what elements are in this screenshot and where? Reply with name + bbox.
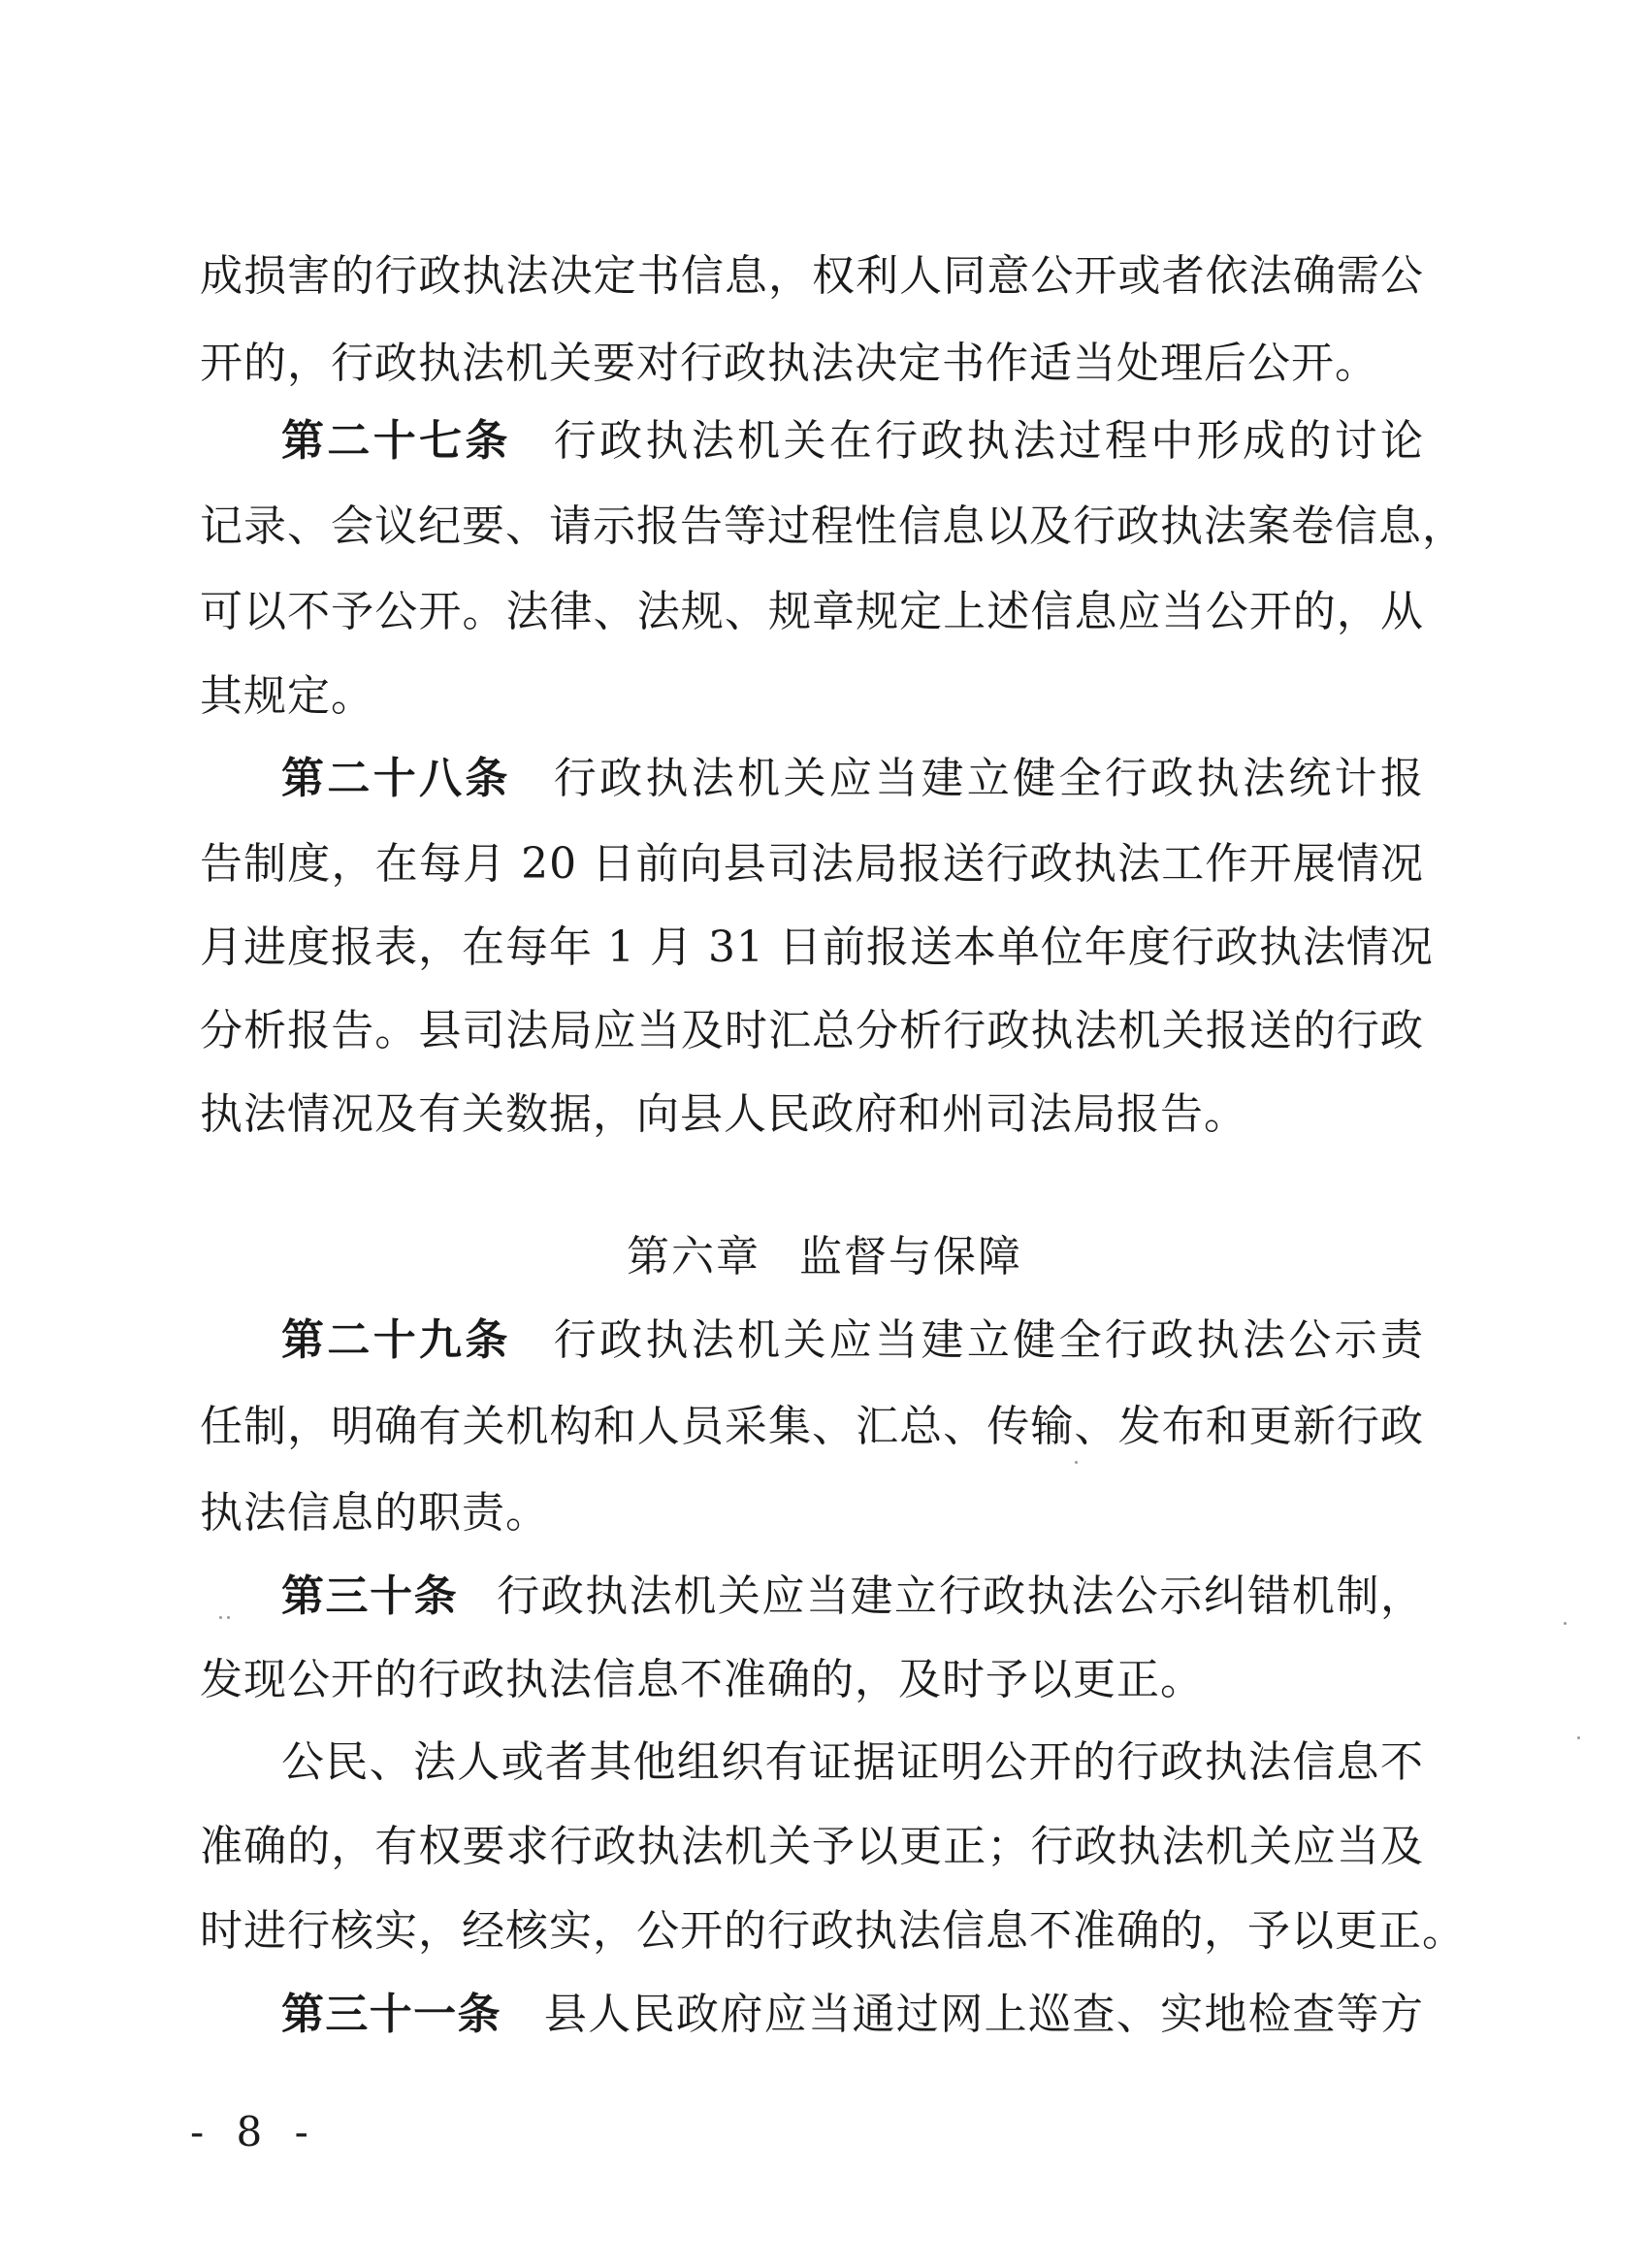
scan-speck: [1075, 1461, 1078, 1464]
scan-speck: [227, 1616, 230, 1619]
article-text: 行政执法机关应当建立行政执法公示纠错机制，: [497, 1571, 1425, 1621]
art28-line-5: 执法情况及有关数据，向县人民政府和州司法局报告。: [200, 1089, 1247, 1139]
art26-line-2: 开的，行政执法机关要对行政执法决定书作适当处理后公开。: [200, 339, 1378, 388]
scan-speck: [1564, 1622, 1567, 1625]
art29-line-1: [281, 1312, 1424, 1370]
art26-line-1: 成损害的行政执法决定书信息，权利人同意公开或者依法确需公: [200, 251, 1424, 301]
art31-line-1: [281, 1986, 1424, 2044]
art28-line-1: [281, 750, 1424, 808]
article-label: 第三十条: [281, 1571, 459, 1621]
art29-line-2: 任制，明确有关机构和人员采集、汇总、传输、发布和更新行政: [200, 1402, 1424, 1451]
article-text: 行政执法机关在行政执法过程中形成的讨论: [553, 416, 1425, 466]
chapter-number: 第六章: [627, 1232, 760, 1281]
article-text: 县人民政府应当通过网上巡查、实地检查等方: [543, 1990, 1424, 2039]
art27-line-4: 其规定。: [200, 671, 374, 721]
scan-speck: [1577, 1736, 1580, 1739]
art28-line-3: 月进度报表，在每年 1 月 31 日前报送本单位年度行政执法情况: [200, 923, 1434, 972]
article-label: 第二十九条: [281, 1315, 511, 1365]
article-text: 行政执法机关应当建立健全行政执法公示责: [553, 1315, 1425, 1365]
art29-line-3: 执法信息的职责。: [200, 1488, 549, 1538]
art27-line-3: 可以不予公开。法律、法规、规章规定上述信息应当公开的，从: [200, 587, 1424, 636]
art30-line-2: 发现公开的行政执法信息不准确的，及时予以更正。: [200, 1655, 1204, 1704]
art27-line-1: [281, 412, 1424, 470]
art30-para2-line-1: 公民、法人或者其他组织有证据证明公开的行政执法信息不: [281, 1737, 1424, 1787]
art28-line-2: 告制度，在每月 20 日前向县司法局报送行政执法工作开展情况: [200, 839, 1424, 889]
article-label: 第二十七条: [281, 416, 511, 466]
art28-line-4: 分析报告。县司法局应当及时汇总分析行政执法机关报送的行政: [200, 1006, 1424, 1055]
chapter-title: 监督与保障: [799, 1232, 1022, 1281]
art30-para2-line-3: 时进行核实，经核实，公开的行政执法信息不准确的，予以更正。: [200, 1906, 1466, 1956]
art30-line-1: [281, 1568, 1424, 1626]
art27-line-2: 记录、会议纪要、请示报告等过程性信息以及行政执法案卷信息，: [200, 502, 1466, 551]
article-label: 第二十八条: [281, 754, 511, 803]
article-text: 行政执法机关应当建立健全行政执法统计报: [553, 754, 1425, 803]
page-number: - 8 -: [190, 2108, 318, 2155]
chapter-heading: [0, 1228, 1649, 1286]
article-label: 第三十一条: [281, 1990, 501, 2039]
art30-para2-line-2: 准确的，有权要求行政执法机关予以更正；行政执法机关应当及: [200, 1822, 1424, 1871]
scan-speck: [219, 1616, 222, 1619]
